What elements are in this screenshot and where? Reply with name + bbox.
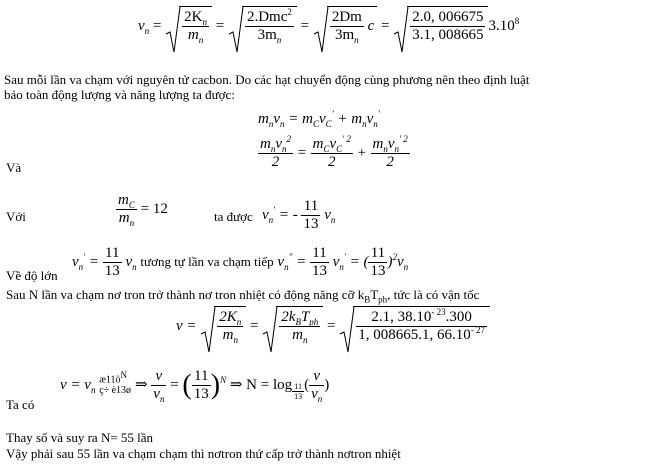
velocity-after-collision: $v_n'$ = - $\frac{11}{13}$ $v_n$: [262, 198, 336, 232]
momentum-equation: $m_nv_n = m_Cv_C' + m_nv_n'$: [258, 109, 380, 129]
energy-equation: $\frac{m_nv_n^2}{2}$ = $\frac{m_Cv_C^{' 2}}{2}$ + $\frac{m_nv_n^{' 2}}{2}$: [260, 134, 408, 170]
eq1-lhs: $v_n$: [138, 17, 150, 36]
equation-velocity-neutron: $v_n$ = $\frac{2K_n}{m_n}$ = $\frac{2.Dmc^2}{3m_n}$ = $\frac{2Dm}{3m_n}$ c = $\frac{2.0, 006675}{3.1, 008665}$ 3.10$^8$: [138, 6, 519, 44]
eq1-sqrt2: $\frac{2.Dmc^2}{3m_n}$: [228, 6, 297, 44]
line-thay-so: Thay số và suy ra N= 55 lần: [6, 430, 154, 445]
label-ve-do-lon: Về độ lớn: [6, 268, 58, 283]
thermal-sqrt2: $\frac{2k_BT_{ph}}{m_n}$: [262, 306, 323, 344]
garbled-symbol-glyphs: $æ11ö^N$ ç÷ è13ø: [99, 370, 132, 396]
eq1-sqrt1: $\frac{2K_n}{m_n}$: [165, 6, 212, 44]
thermal-sqrt3: $\frac{2.1, 38.10^{- 23}.300}{1, 008665.1, 66.10^{- 27}}$: [339, 306, 490, 344]
mass-ratio: $\frac{m_C}{m_n}$ = 12: [118, 192, 168, 228]
paragraph-1-line-1: Sau mỗi lần va chạm với nguyên tử cacbon. Do các hạt chuyển động cùng phương nên theo định luật: [4, 72, 530, 87]
label-voi: Với: [6, 209, 26, 224]
paragraph-1-line-2: bảo toàn động lượng và năng lượng ta được:: [4, 87, 235, 102]
line-conclusion: Vậy phải sau 55 lần va chạm chạm thì nơtron thứ cấp trở thành nơtron nhiệt: [6, 446, 401, 461]
paragraph-2: Sau N lần va chạm nơ tron trở thành nơ tron nhiệt có động năng cỡ $k_BT_{ph}$, tức là có vận tốc: [6, 287, 480, 305]
magnitude-relation: $v_n'$ = $\frac{11}{13}$ $v_n$ tương tự lần va chạm tiếp $v_n^"$ = $\frac{11}{13}$ $v_n'$ = ( $\frac{11}{13}$ )$^2v_n$: [72, 245, 409, 279]
label-ta-duoc: ta được: [214, 209, 253, 224]
eq1-sqrt3: $\frac{2Dm}{3m_n}$ c: [313, 6, 377, 44]
label-ta-co: Ta có: [6, 397, 35, 412]
eq1-sqrt4: $\frac{2.0, 006675}{3.1, 008665}$: [393, 6, 488, 44]
label-va: Và: [6, 160, 22, 175]
thermal-sqrt1: $\frac{2K_n}{m_n}$: [200, 306, 246, 344]
final-equation: $v = v_n$ $æ11ö^N$ ç÷ è13ø ⇒ $\frac{v}{v_n}$ = ( $\frac{11}{13}$ )$^N$ ⇒ N = log $\frac{11}{13}$ ( $\frac{v}{v_n}$ ): [60, 368, 330, 404]
thermal-velocity-equation: v = $\frac{2K_n}{m_n}$ = $\frac{2k_BT_{ph}}{m_n}$ = $\frac{2.1, 38.10^{- 23}.300}{1, 008665.1, 66.10^{- 27}}$: [176, 306, 490, 344]
